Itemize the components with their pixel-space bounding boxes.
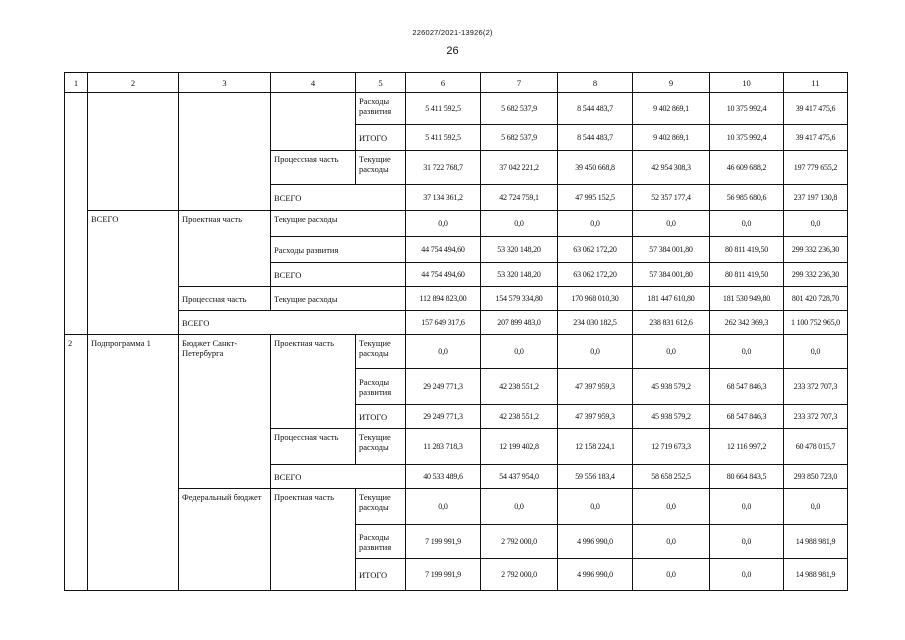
value-cell: 47 397 959,3 xyxy=(558,405,633,429)
expense-type-cell: Расходы развития xyxy=(356,525,406,559)
value-cell: 60 478 015,7 xyxy=(784,429,848,465)
value-cell: 157 649 317,6 xyxy=(406,311,481,335)
value-cell: 29 249 771,3 xyxy=(406,405,481,429)
expense-type-cell: Текущие расходы xyxy=(356,151,406,185)
value-cell: 0,0 xyxy=(784,489,848,525)
row-number-cell xyxy=(65,93,88,335)
value-cell: 234 030 182,5 xyxy=(558,311,633,335)
source-cell: Процессная часть xyxy=(179,287,271,311)
value-cell: 57 384 001,80 xyxy=(633,263,710,287)
part-cell: Процессная часть xyxy=(271,429,356,465)
value-cell: 4 996 990,0 xyxy=(558,559,633,591)
total-label-cell: ВСЕГО xyxy=(179,311,406,335)
value-cell: 52 357 177,4 xyxy=(633,185,710,211)
value-cell: 0,0 xyxy=(710,559,784,591)
expense-type-cell: Текущие расходы xyxy=(356,429,406,465)
column-header: 1 xyxy=(65,73,88,93)
value-cell: 7 199 991,9 xyxy=(406,525,481,559)
value-cell: 154 579 334,80 xyxy=(481,287,558,311)
row-number-cell: 2 xyxy=(65,335,88,591)
value-cell: 14 988 981,9 xyxy=(784,559,848,591)
value-cell: 42 724 759,1 xyxy=(481,185,558,211)
value-cell: 46 609 688,2 xyxy=(710,151,784,185)
value-cell: 63 062 172,20 xyxy=(558,263,633,287)
value-cell: 10 375 992,4 xyxy=(710,93,784,125)
value-cell: 47 995 152,5 xyxy=(558,185,633,211)
value-cell: 4 996 990,0 xyxy=(558,525,633,559)
column-header: 4 xyxy=(271,73,356,93)
value-cell: 0,0 xyxy=(481,489,558,525)
value-cell: 1 100 752 965,0 xyxy=(784,311,848,335)
value-cell: 12 116 997,2 xyxy=(710,429,784,465)
value-cell: 0,0 xyxy=(406,489,481,525)
value-cell: 63 062 172,20 xyxy=(558,237,633,263)
value-cell: 54 437 954,0 xyxy=(481,465,558,489)
table-row xyxy=(65,211,848,237)
value-cell: 31 722 768,7 xyxy=(406,151,481,185)
value-cell: 0,0 xyxy=(710,211,784,237)
source-cell: Проектная часть xyxy=(179,211,271,287)
value-cell: 11 283 718,3 xyxy=(406,429,481,465)
part-cell: Проектная часть xyxy=(271,335,356,429)
expense-type-cell: Расходы развития xyxy=(356,93,406,125)
expense-type-cell: Текущие расходы xyxy=(271,211,406,237)
value-cell: 80 811 419,50 xyxy=(710,263,784,287)
value-cell: 8 544 483,7 xyxy=(558,125,633,151)
value-cell: 45 938 579,2 xyxy=(633,369,710,405)
subprogram-cell xyxy=(88,93,179,211)
value-cell: 0,0 xyxy=(633,559,710,591)
value-cell: 0,0 xyxy=(633,525,710,559)
value-cell: 5 411 592,5 xyxy=(406,125,481,151)
value-cell: 181 447 610,80 xyxy=(633,287,710,311)
value-cell: 0,0 xyxy=(710,489,784,525)
value-cell: 9 402 869,1 xyxy=(633,125,710,151)
expense-type-cell: Расходы развития xyxy=(356,369,406,405)
value-cell: 2 792 000,0 xyxy=(481,525,558,559)
subprogram-cell: ВСЕГО xyxy=(88,211,179,335)
part-cell: Процессная часть xyxy=(271,151,356,185)
value-cell: 57 384 001,80 xyxy=(633,237,710,263)
value-cell: 53 320 148,20 xyxy=(481,263,558,287)
total-label-cell: ВСЕГО xyxy=(271,465,406,489)
value-cell: 238 831 612,6 xyxy=(633,311,710,335)
value-cell: 0,0 xyxy=(710,525,784,559)
column-header: 7 xyxy=(481,73,558,93)
value-cell: 68 547 846,3 xyxy=(710,369,784,405)
value-cell: 58 658 252,5 xyxy=(633,465,710,489)
page-number: 26 xyxy=(446,45,459,57)
column-header: 3 xyxy=(179,73,271,93)
value-cell: 14 988 981,9 xyxy=(784,525,848,559)
value-cell: 47 397 959,3 xyxy=(558,369,633,405)
column-header: 8 xyxy=(558,73,633,93)
expense-type-cell: Текущие расходы xyxy=(356,335,406,369)
value-cell: 12 199 402,8 xyxy=(481,429,558,465)
value-cell: 0,0 xyxy=(633,211,710,237)
value-cell: 42 954 308,3 xyxy=(633,151,710,185)
column-header: 11 xyxy=(784,73,848,93)
value-cell: 45 938 579,2 xyxy=(633,405,710,429)
value-cell: 197 779 655,2 xyxy=(784,151,848,185)
value-cell: 0,0 xyxy=(558,489,633,525)
table-row xyxy=(65,311,848,335)
value-cell: 170 968 010,30 xyxy=(558,287,633,311)
column-header: 9 xyxy=(633,73,710,93)
value-cell: 40 533 489,6 xyxy=(406,465,481,489)
budget-table xyxy=(64,72,848,591)
total-label-cell: ВСЕГО xyxy=(271,263,406,287)
value-cell: 5 682 537,9 xyxy=(481,93,558,125)
value-cell: 0,0 xyxy=(784,211,848,237)
table-row xyxy=(65,93,848,125)
value-cell: 0,0 xyxy=(784,335,848,369)
value-cell: 293 850 723,0 xyxy=(784,465,848,489)
value-cell: 0,0 xyxy=(481,211,558,237)
value-cell: 0,0 xyxy=(406,211,481,237)
source-cell: Федеральный бюджет xyxy=(179,489,271,591)
value-cell: 44 754 494,60 xyxy=(406,263,481,287)
table-row xyxy=(65,287,848,311)
column-header: 6 xyxy=(406,73,481,93)
value-cell: 233 372 707,3 xyxy=(784,405,848,429)
expense-type-cell: ИТОГО xyxy=(356,125,406,151)
value-cell: 299 332 236,30 xyxy=(784,237,848,263)
value-cell: 37 134 361,2 xyxy=(406,185,481,211)
value-cell: 5 411 592,5 xyxy=(406,93,481,125)
table-row xyxy=(65,489,848,525)
value-cell: 0,0 xyxy=(633,489,710,525)
subprogram-cell: Подпрограмма 1 xyxy=(88,335,179,591)
expense-type-cell: ИТОГО xyxy=(356,559,406,591)
header-row xyxy=(65,73,848,93)
value-cell: 44 754 494,60 xyxy=(406,237,481,263)
value-cell: 233 372 707,3 xyxy=(784,369,848,405)
value-cell: 12 719 673,3 xyxy=(633,429,710,465)
value-cell: 5 682 537,9 xyxy=(481,125,558,151)
value-cell: 262 342 369,3 xyxy=(710,311,784,335)
value-cell: 0,0 xyxy=(481,335,558,369)
value-cell: 0,0 xyxy=(710,335,784,369)
part-cell xyxy=(271,93,356,151)
value-cell: 7 199 991,9 xyxy=(406,559,481,591)
column-header: 5 xyxy=(356,73,406,93)
value-cell: 9 402 869,1 xyxy=(633,93,710,125)
value-cell: 80 811 419,50 xyxy=(710,237,784,263)
expense-type-cell: Текущие расходы xyxy=(271,287,406,311)
value-cell: 299 332 236,30 xyxy=(784,263,848,287)
value-cell: 29 249 771,3 xyxy=(406,369,481,405)
value-cell: 112 894 823,00 xyxy=(406,287,481,311)
value-cell: 0,0 xyxy=(558,211,633,237)
value-cell: 0,0 xyxy=(406,335,481,369)
value-cell: 39 417 475,6 xyxy=(784,125,848,151)
value-cell: 59 556 183,4 xyxy=(558,465,633,489)
column-header: 10 xyxy=(710,73,784,93)
expense-type-cell: Расходы развития xyxy=(271,237,406,263)
value-cell: 0,0 xyxy=(633,335,710,369)
value-cell: 12 158 224,1 xyxy=(558,429,633,465)
column-header: 2 xyxy=(88,73,179,93)
value-cell: 56 985 680,6 xyxy=(710,185,784,211)
value-cell: 39 450 668,8 xyxy=(558,151,633,185)
source-cell xyxy=(179,93,271,211)
value-cell: 8 544 483,7 xyxy=(558,93,633,125)
expense-type-cell: Текущие расходы xyxy=(356,489,406,525)
value-cell: 207 899 483,0 xyxy=(481,311,558,335)
value-cell: 37 042 221,2 xyxy=(481,151,558,185)
value-cell: 237 197 130,8 xyxy=(784,185,848,211)
value-cell: 181 530 949,80 xyxy=(710,287,784,311)
value-cell: 39 417 475,6 xyxy=(784,93,848,125)
expense-type-cell: ИТОГО xyxy=(356,405,406,429)
value-cell: 10 375 992,4 xyxy=(710,125,784,151)
table-row xyxy=(65,335,848,369)
value-cell: 42 238 551,2 xyxy=(481,369,558,405)
document-number: 226027/2021-13926(2) xyxy=(412,28,493,37)
value-cell: 0,0 xyxy=(558,335,633,369)
total-label-cell: ВСЕГО xyxy=(271,185,406,211)
part-cell: Проектная часть xyxy=(271,489,356,591)
value-cell: 801 420 728,70 xyxy=(784,287,848,311)
source-cell: Бюджет Санкт-Петербурга xyxy=(179,335,271,489)
value-cell: 53 320 148,20 xyxy=(481,237,558,263)
value-cell: 68 547 846,3 xyxy=(710,405,784,429)
value-cell: 80 664 843,5 xyxy=(710,465,784,489)
value-cell: 2 792 000,0 xyxy=(481,559,558,591)
value-cell: 42 238 551,2 xyxy=(481,405,558,429)
